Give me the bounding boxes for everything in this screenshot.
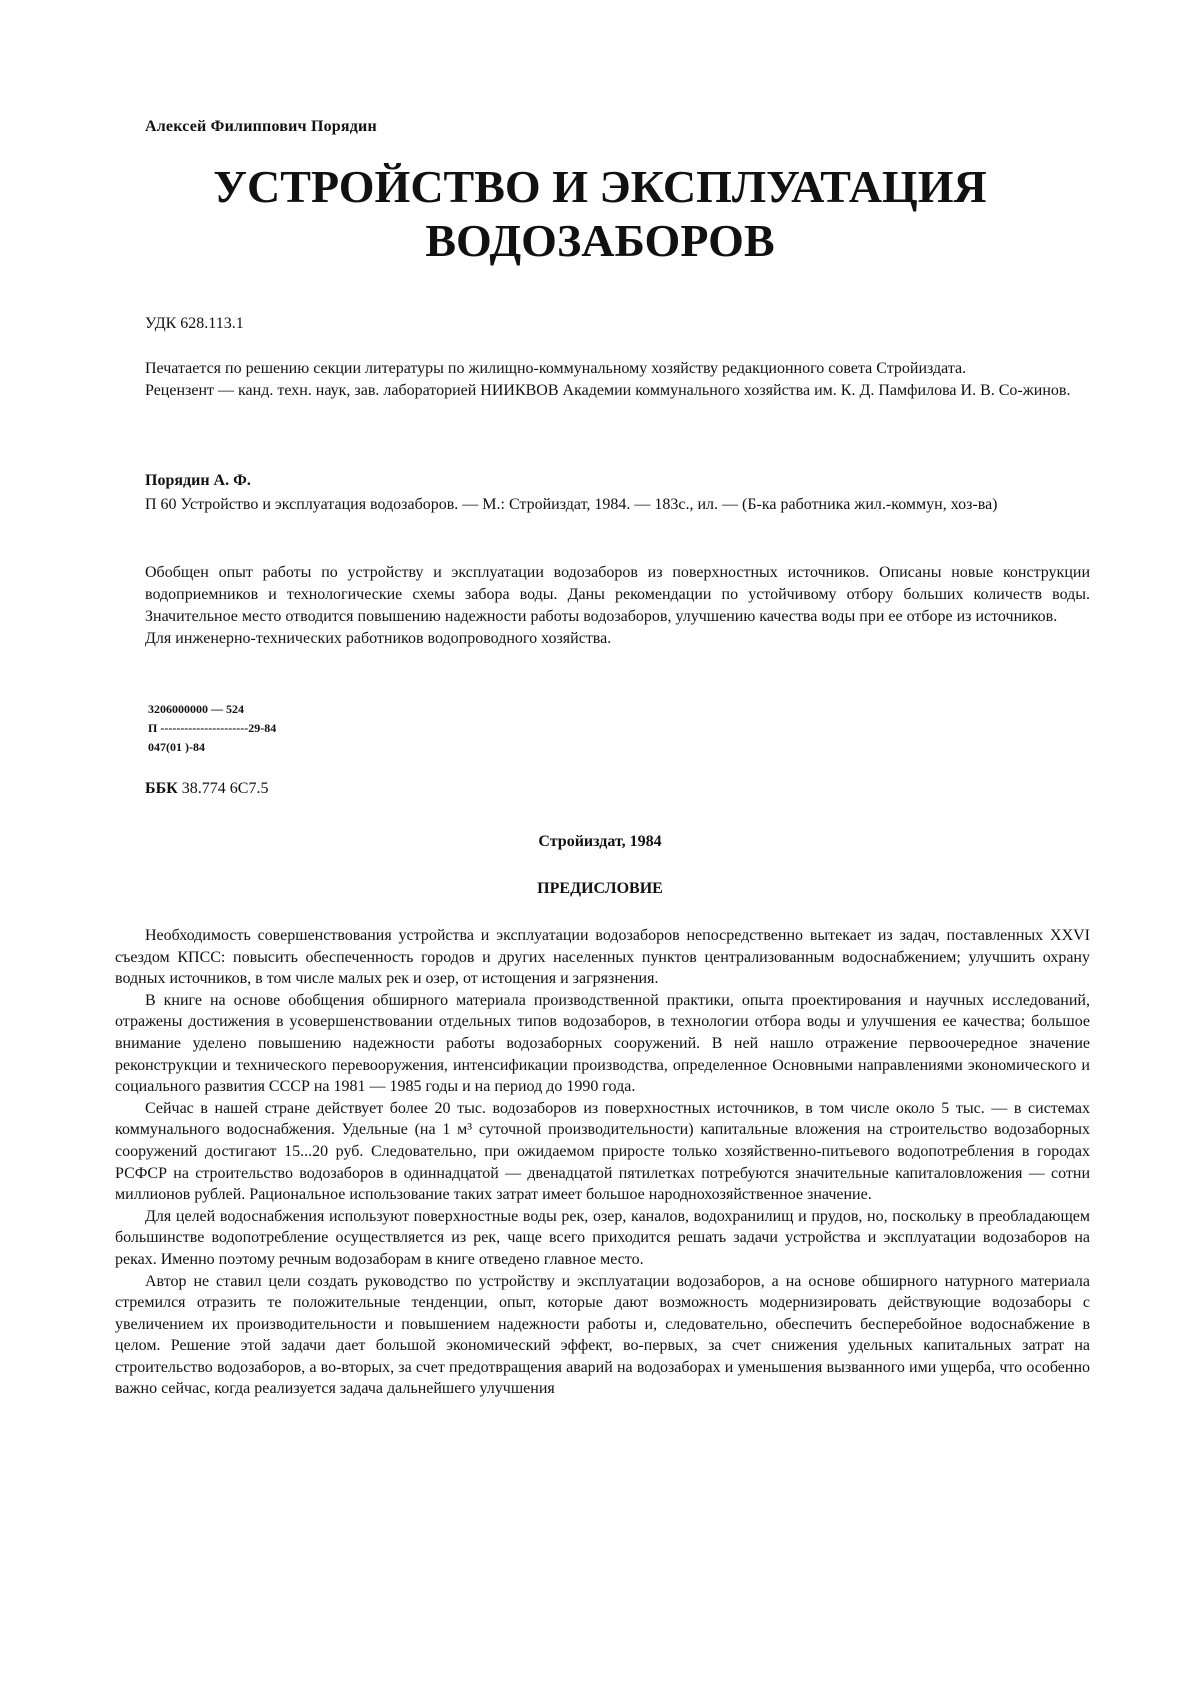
audience-text: Для инженерно-технических работников водопроводного хозяйства. — [145, 630, 612, 647]
bbk-line — [145, 778, 1090, 800]
preface-paragraph: Необходимость совершенствования устройства и эксплуатации водозаборов непосредственно вытекает из задач, поставленных XXVI съездом КПСС: повысить обеспеченность городов и других населенных пунктов централизованным водоснабжением; улучшить охрану водных источников, в том числе малых рек и озер, от истощения и загрязнения. — [115, 927, 1090, 988]
publication-note: Печатается по решению секции литературы по жилищно-коммунальному хозяйству редакционного совета Стройиздата. — [145, 360, 967, 377]
abstract-block — [145, 562, 1090, 650]
book-title-line-2: ВОДОЗАБОРОВ — [425, 215, 775, 266]
publisher-line: Стройиздат, 1984 — [538, 833, 662, 850]
preface-paragraph: Автор не ставил цели создать руководство по устройству и эксплуатации водозаборов, а на основе обширного натурного материала стремился отразить те положительные тенденции, опыт, которые дают возможность модернизировать действующие водозаборы с увеличением их производительности и повышением надежности работы и, следовательно, обеспечить бесперебойное водоснабжение в целом. Решение этой задачи дает большой экономический эффект, во-первых, за счет снижения удельных капитальных затрат на строительство водозаборов, а во-вторых, за счет предотвращения аварий на водозаборах и уменьшения вызванного ими ущерба, что особенно важно сейчас, когда реализуется задача дальнейшего улучшения — [115, 1272, 1090, 1398]
publication-info — [145, 358, 1090, 402]
preface-paragraph: Сейчас в нашей стране действует более 20 тыс. водозаборов из поверхностных источников, в том числе около 5 тыс. — в системах коммунального водоснабжения. Удельные (на 1 м³ суточной производительности) капитальные вложения на строительство водозаборных сооружений достигают 15...20 руб. Следовательно, при ожидаемом приросте только хозяйственно-питьевого водопотребления в городах РСФСР на строительство водозаборов в одиннадцатой — двенадцатой пятилетках потребуются значительные капиталовложения — сотни миллионов рублей. Рациональное использование таких затрат имеет большое народнохозяйственное значение. — [115, 1099, 1090, 1204]
catalog-code-line-3: 047(01 )-84 — [148, 740, 205, 754]
udk-code: УДК 628.113.1 — [145, 315, 244, 332]
bbk-label: ББК — [145, 780, 178, 797]
reviewer-note: Рецензент — канд. техн. наук, зав. лабораторией НИИКВОВ Академии коммунального хозяйства им. К. Д. Памфилова И. В. Со-жинов. — [145, 382, 1071, 399]
author-name: Алексей Филиппович Порядин — [145, 118, 377, 135]
bbk-value: 38.774 6С7.5 — [181, 780, 269, 797]
preface-paragraph: В книге на основе обобщения обширного материала производственной практики, опыта проектирования и научных исследований, отражены достижения в усовершенствовании отдельных типов водозаборов, в технологии отбора воды и улучшения ее качества; большое внимание уделено повышению надежности работы водозаборных сооружений. В ней нашло отражение первоочередное значение реконструкции и технического перевооружения, интенсификации производства, определенное Основными направлениями экономического и социального развития СССР на 1981 — 1985 годы и на период до 1990 года. — [115, 991, 1090, 1096]
catalog-entry: П 60 Устройство и эксплуатация водозаборов. — М.: Стройиздат, 1984. — 183с., ил. — (Б-ка работника жил.-коммун, хоз-ва) — [145, 496, 998, 513]
preface-heading: ПРЕДИСЛОВИЕ — [537, 880, 663, 897]
preface-paragraph: Для целей водоснабжения используют поверхностные воды рек, озер, каналов, водохранилищ и прудов, но, поскольку в преобладающем большинстве водопотребление осуществляется из рек, чаще всего приходится решать задачи устройства и эксплуатации водозаборов на реках. Именно поэтому речным водозаборам в книге отведено главное место. — [115, 1207, 1090, 1268]
preface-body — [115, 925, 1090, 1400]
catalog-author: Порядин А. Ф. — [145, 472, 251, 489]
catalog-code-line-1: 3206000000 — 524 — [148, 702, 244, 716]
catalog-code-line-2: П ----------------------29-84 — [148, 721, 277, 735]
abstract-text: Обобщен опыт работы по устройству и эксплуатации водозаборов из поверхностных источников. Описаны новые конструкции водоприемников и технологические схемы забора воды. Даны рекомендации по устойчивому отбору больших количеств воды. Значительное место отводится повышению надежности работы водозаборов, улучшению качества воды при ее отборе из источников. — [145, 564, 1090, 625]
book-title-line-1: УСТРОЙСТВО И ЭКСПЛУАТАЦИЯ — [213, 161, 987, 212]
book-title — [0, 160, 1200, 268]
